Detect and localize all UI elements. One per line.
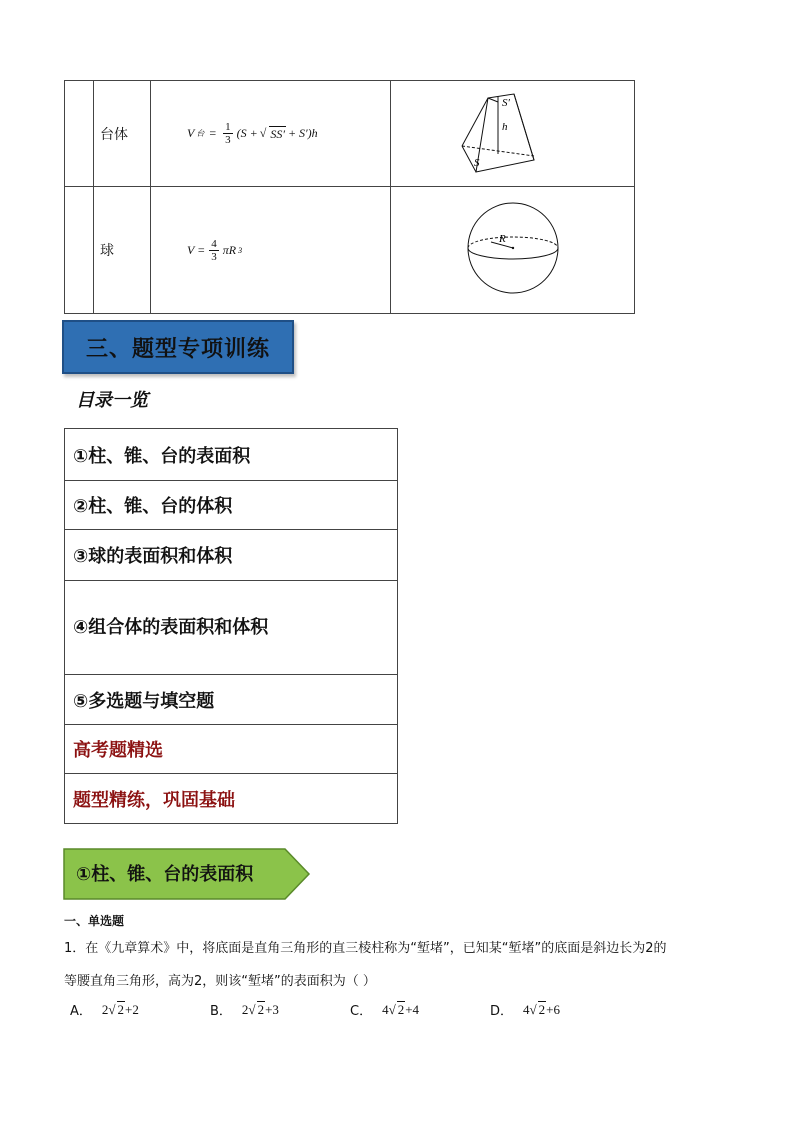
- option-coef: 2: [241, 1001, 249, 1017]
- option-label: A．: [70, 1004, 92, 1019]
- figure-label-radius: R: [498, 233, 506, 245]
- option-b[interactable]: B． 2 √ 2 +3: [210, 1001, 279, 1019]
- option-d[interactable]: D． 4 √ 2 +6: [490, 1001, 560, 1019]
- option-a[interactable]: A． 2 √ 2 +2: [70, 1001, 139, 1019]
- formula-var: V: [187, 126, 195, 140]
- option-rad: 2: [257, 1002, 265, 1017]
- table-row: [65, 187, 635, 314]
- formula-table: [64, 80, 635, 314]
- fraction: [223, 121, 233, 146]
- formula-cell: [151, 81, 391, 187]
- topic-banner-label: ①柱、锥、台的表面积: [76, 864, 254, 885]
- toc-item[interactable]: ③球的表面积和体积: [65, 530, 398, 581]
- figure-label-bottom: S: [473, 156, 479, 169]
- option-tail: +2: [125, 1001, 139, 1017]
- frac-num: 1: [225, 121, 231, 133]
- toc-item[interactable]: ⑤多选题与填空题: [65, 675, 398, 725]
- figure-cell: [391, 187, 635, 314]
- toc-item[interactable]: 高考题精选: [65, 725, 398, 774]
- option-c[interactable]: C． 4 √ 2 +4: [350, 1001, 420, 1019]
- solid-name: 球: [94, 187, 151, 314]
- option-rad: 2: [117, 1002, 125, 1017]
- option-tail: +4: [405, 1001, 420, 1017]
- option-rad: 2: [397, 1002, 405, 1017]
- fraction: [209, 238, 219, 263]
- option-tail: +6: [546, 1001, 560, 1017]
- option-label: C．: [350, 1004, 373, 1019]
- question-text: 等腰直角三角形，高为2，则该“堑堵”的表面积为（ ）: [64, 974, 376, 989]
- formula-cell: [151, 187, 391, 314]
- frac-den: 3: [211, 250, 217, 263]
- answer-options: [70, 1000, 630, 1019]
- toc-item[interactable]: ①柱、锥、台的表面积: [65, 429, 398, 481]
- blank-cell: [65, 81, 94, 187]
- formula-var: V =: [187, 242, 206, 257]
- toc-item[interactable]: ②柱、锥、台的体积: [65, 481, 398, 530]
- toc-table: [64, 428, 398, 824]
- option-label: B．: [210, 1004, 232, 1019]
- blank-cell: [65, 187, 94, 314]
- option-tail: +3: [265, 1001, 279, 1017]
- figure-cell: [391, 81, 635, 187]
- toc-item-label: ④组合体的表面积和体积: [73, 616, 269, 638]
- toc-item[interactable]: [65, 581, 398, 675]
- figure-label-height: h: [501, 120, 507, 133]
- toc-item[interactable]: 题型精练，巩固基础: [65, 774, 398, 824]
- frustum-figure: [458, 84, 568, 180]
- formula-part: πR: [222, 242, 237, 257]
- sphere-figure: [463, 198, 563, 298]
- option-rad: 2: [538, 1002, 546, 1017]
- frac-den: 3: [225, 134, 231, 146]
- option-coef: 4: [523, 1001, 530, 1017]
- sphere-volume-formula: [151, 238, 390, 263]
- figure-label-top: S′: [501, 96, 510, 109]
- option-coef: 2: [101, 1001, 109, 1017]
- formula-sup: 3: [238, 245, 243, 255]
- frustum-volume-formula: V 台 = $\frac{1}{3}$ (S + √ SS′ + S′)h: [187, 121, 318, 146]
- subsection-heading: 一、单选题: [64, 914, 125, 928]
- formula-sqrt: SS′: [270, 126, 285, 141]
- frac-num: 4: [211, 237, 217, 250]
- formula-part: + S′)h: [287, 126, 318, 140]
- formula-part: (S +: [236, 126, 258, 140]
- section-banner: 三、题型专项训练: [62, 320, 294, 374]
- option-coef: 4: [382, 1001, 389, 1017]
- table-row: [65, 81, 635, 187]
- question-text: 1．在《九章算术》中，将底面是直角三角形的直三棱柱称为“堑堵”，已知某“堑堵”的底面是斜边长为2的: [64, 941, 667, 956]
- formula-sub: 台: [196, 129, 205, 138]
- solid-name: 台体: [94, 81, 151, 187]
- option-label: D．: [490, 1004, 514, 1019]
- toc-heading: 目录一览: [76, 390, 148, 411]
